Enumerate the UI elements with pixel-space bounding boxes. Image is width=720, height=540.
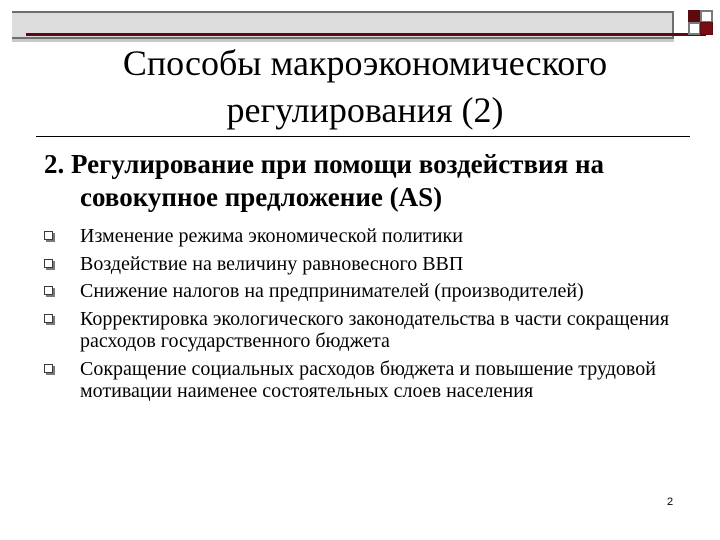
list-item <box>44 280 684 303</box>
list-item-text: Воздействие на величину равновесного ВВП <box>80 252 464 275</box>
slide-title <box>40 40 690 134</box>
accent-red-line <box>26 33 706 36</box>
list-item <box>44 225 684 248</box>
list-item <box>44 358 684 403</box>
square-bullet-icon <box>44 259 53 268</box>
list-item <box>44 308 684 353</box>
list-item-text: Корректировка экологического законодательства в части сокращения расходов государственного бюджета <box>80 307 670 352</box>
page-number: 2 <box>666 496 674 508</box>
square-bullet-icon <box>44 231 53 240</box>
list-item-text: Сокращение социальных расходов бюджета и повышение трудовой мотивации наименее состоятельных слоев населения <box>80 357 656 402</box>
section-heading: 2. Регулирование при помощи воздействия на совокупное предложение (AS) <box>44 149 604 212</box>
slide-title-line: Способы макроэкономического <box>122 43 608 83</box>
corner-decor-square <box>700 22 713 35</box>
list-item-text: Изменение режима экономической политики <box>80 225 463 247</box>
list-item <box>44 253 684 276</box>
square-bullet-icon <box>44 286 53 295</box>
square-bullet-icon <box>44 314 53 323</box>
slide-title-line: регулирования (2) <box>226 90 504 130</box>
title-divider <box>36 136 690 137</box>
list-item-text: Снижение налогов на предпринимателей (производителей) <box>80 280 584 302</box>
bullet-list <box>44 225 684 408</box>
square-bullet-icon <box>44 364 53 373</box>
